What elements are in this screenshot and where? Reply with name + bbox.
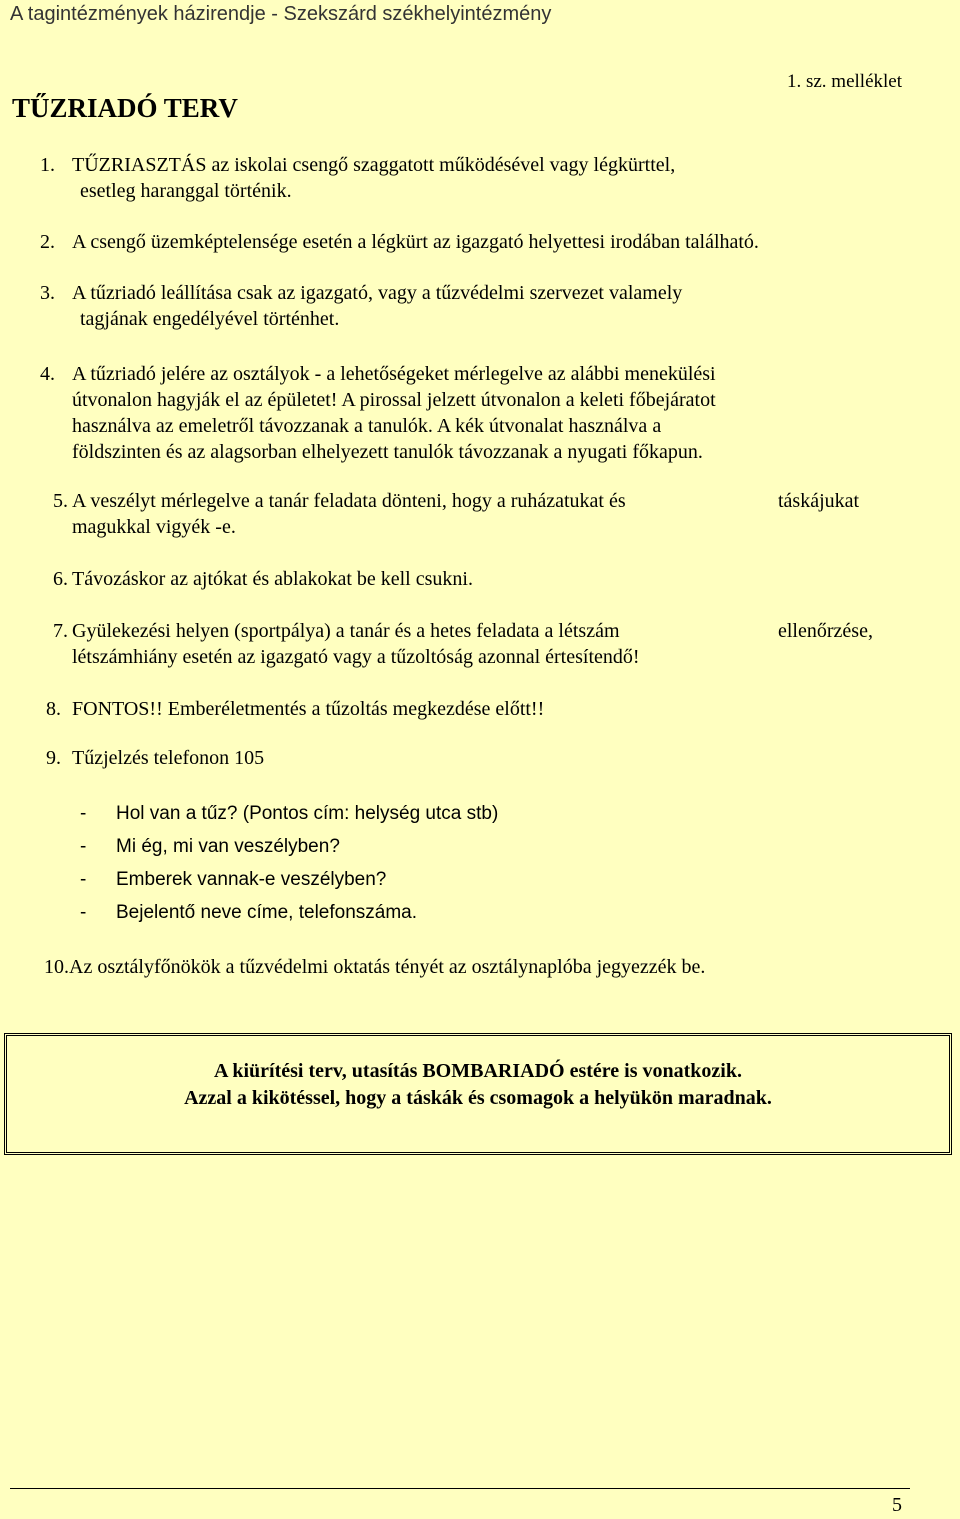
bomb-alert-notice-box [4, 1033, 952, 1155]
checklist-item [80, 830, 498, 863]
checklist-item [80, 797, 498, 830]
notice-line-1: A kiürítési terv, utasítás BOMBARIADÓ estére is vonatkozik. [214, 1060, 742, 1082]
item-text-line: tagjának engedélyével történhet. [80, 308, 340, 330]
item-text-line: FONTOS!! Emberéletmentés a tűzoltás megkezdése előtt!! [72, 698, 545, 720]
footer-divider [10, 1488, 910, 1489]
list-item-3 [40, 280, 682, 332]
item-text-line: létszámhiány esetén az igazgató vagy a tűzoltóság azonnal értesítendő! [72, 646, 640, 668]
bullet-dash: - [80, 902, 87, 923]
item-text-line: földszinten és az alagsorban elhelyezett tanulók távozzanak a nyugati főkapun. [72, 441, 703, 463]
item-text-line: Tűzjelzés telefonon 105 [72, 747, 265, 769]
item-text-line: magukkal vigyék -e. [72, 516, 236, 538]
bullet-dash: - [80, 803, 87, 824]
checklist-item-text: Mi ég, mi van veszélyben? [116, 836, 340, 857]
item-text-line: A tűzriadó leállítása csak az igazgató, vagy a tűzvédelmi szervezet valamely [72, 282, 683, 304]
list-item-2 [40, 229, 759, 255]
checklist-item-text: Bejelentő neve címe, telefonszáma. [116, 902, 418, 923]
bullet-dash: - [80, 836, 87, 857]
item-number: 2. [40, 231, 55, 253]
item-text-line: Gyülekezési helyen (sportpálya) a tanár és a hetes feladata a létszám [72, 620, 620, 642]
list-item-1 [40, 152, 675, 204]
item-text-line: A tűzriadó jelére az osztályok - a lehetőségeket mérlegelve az alábbi menekülési [72, 363, 716, 385]
item-text-line: TŰZRIASZTÁS az iskolai csengő szaggatott működésével vagy légkürttel, [72, 154, 676, 176]
item-number: 4. [40, 363, 55, 385]
item-text-line: A csengő üzemképtelensége esetén a légkürt az igazgató helyettesi irodában található. [72, 231, 759, 253]
item-number: 9. [46, 747, 61, 769]
list-item-7 [40, 618, 640, 670]
page-number: 5 [892, 1494, 902, 1516]
checklist-item-text: Emberek vannak-e veszélyben? [116, 869, 387, 890]
reporting-checklist [80, 797, 498, 929]
list-item-9 [40, 745, 264, 771]
notice-line-2: Azzal a kikötéssel, hogy a táskák és csomagok a helyükön maradnak. [184, 1087, 772, 1109]
item-number: 3. [40, 282, 55, 304]
item-5-trailing-word: táskájukat [778, 490, 860, 512]
checklist-item [80, 896, 498, 929]
item-number: 5. [53, 490, 68, 512]
item-number: 10. [44, 956, 69, 978]
item-text-line: használva az emeletről távozzanak a tanulók. A kék útvonalat használva a [72, 415, 662, 437]
list-item-4 [40, 361, 716, 465]
list-item-8 [40, 696, 544, 722]
annex-label: 1. sz. melléklet [786, 71, 902, 92]
page-title: TŰZRIADÓ TERV [12, 93, 238, 123]
item-text-line: A veszélyt mérlegelve a tanár feladata dönteni, hogy a ruházatukat és [72, 490, 626, 512]
list-item-6 [40, 566, 473, 592]
item-text-line: Az osztályfőnökök a tűzvédelmi oktatás tényét az osztálynaplóba jegyezzék be. [69, 956, 706, 978]
checklist-item [80, 863, 498, 896]
item-number: 8. [46, 698, 61, 720]
item-number: 7. [53, 620, 68, 642]
item-7-trailing-word: ellenőrzése, [778, 620, 873, 642]
list-item-5 [40, 488, 626, 540]
checklist-item-text: Hol van a tűz? (Pontos cím: helység utca stb) [116, 803, 499, 824]
item-text-line: Távozáskor az ajtókat és ablakokat be kell csukni. [72, 568, 473, 590]
item-text-line: esetleg haranggal történik. [80, 180, 292, 202]
document-header: A tagintézmények házirendje - Szekszárd székhelyintézmény [10, 3, 552, 25]
bullet-dash: - [80, 869, 87, 890]
item-text-line: útvonalon hagyják el az épületet! A pirossal jelzett útvonalon a keleti főbejáratot [72, 389, 716, 411]
list-item-10 [44, 954, 705, 980]
item-number: 6. [53, 568, 68, 590]
item-number: 1. [40, 154, 55, 176]
